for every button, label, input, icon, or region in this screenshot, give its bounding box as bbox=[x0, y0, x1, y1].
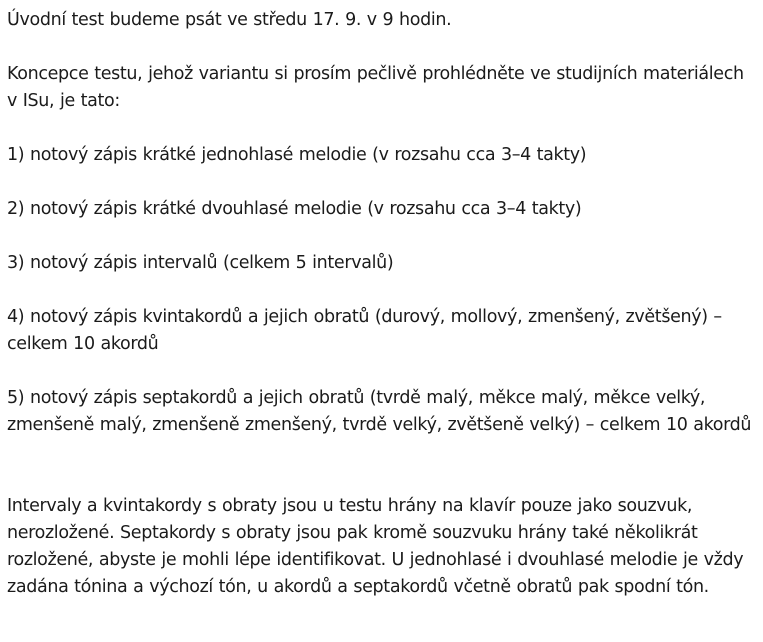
test-item-2: 2) notový zápis krátké dvouhlasé melodie (v rozsahu cca 3–4 takty) bbox=[7, 199, 582, 219]
test-item-3: 3) notový zápis intervalů (celkem 5 intervalů) bbox=[7, 253, 394, 273]
test-notes-paragraph: Intervaly a kvintakordy s obraty jsou u testu hrány na klavír pouze jako souzvuk, nerozložené. Septakordy s obraty jsou pak kromě souzvuku hrány také několikrát rozložené, abyste je mohli lépe identifikovat. U jednohlasé i dvouhlasé melodie je vždy zadána tónina a výchozí tón, u akordů a septakordů včetně obratů pak spodní tón. bbox=[7, 496, 744, 597]
test-concept-intro-paragraph: Koncepce testu, jehož variantu si prosím pečlivě prohlédněte ve studijních materiálech v ISu, je tato: bbox=[7, 64, 744, 111]
test-item-5: 5) notový zápis septakordů a jejich obratů (tvrdě malý, měkce malý, měkce velký, zmenšeně malý, zmenšeně zmenšený, tvrdě velký, zvětšeně velký) – celkem 10 akordů bbox=[7, 388, 752, 435]
test-item-4: 4) notový zápis kvintakordů a jejich obratů (durový, mollový, zmenšený, zvětšený) – celkem 10 akordů bbox=[7, 307, 722, 354]
test-date-paragraph: Úvodní test budeme psát ve středu 17. 9. v 9 hodin. bbox=[7, 10, 452, 30]
test-item-1: 1) notový zápis krátké jednohlasé melodie (v rozsahu cca 3–4 takty) bbox=[7, 145, 587, 165]
